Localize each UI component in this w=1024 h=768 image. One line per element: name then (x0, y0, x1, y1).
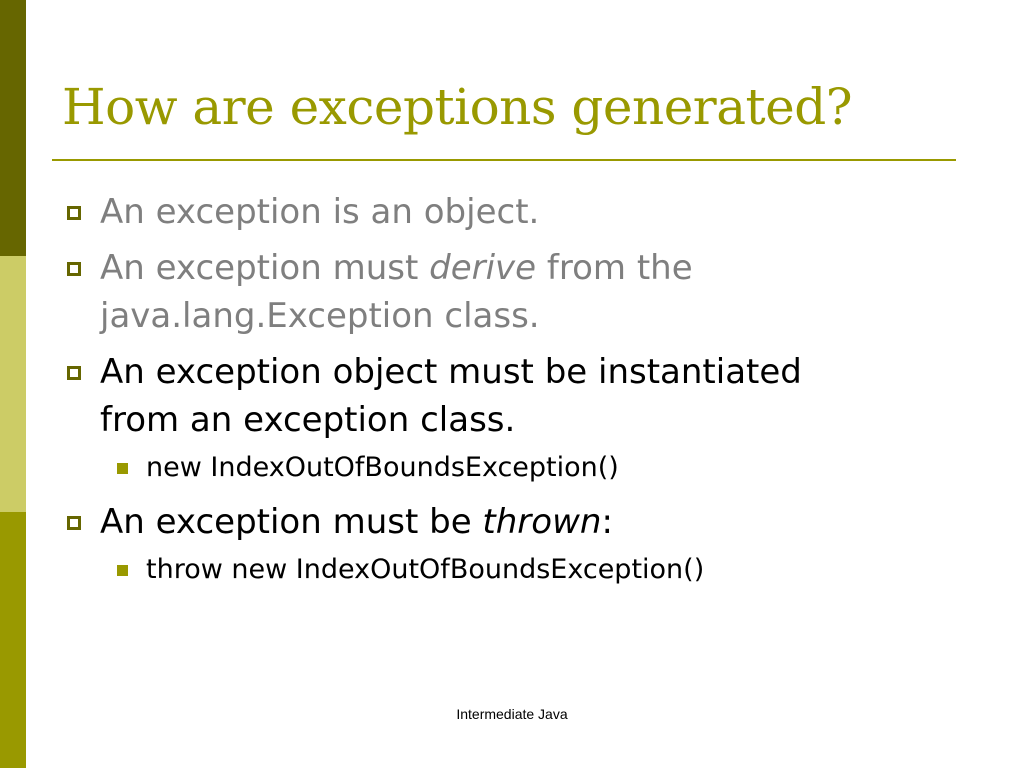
sub-bullet-item (146, 550, 1006, 590)
bullet-item (100, 498, 960, 546)
bullet-item (100, 244, 960, 340)
sub-bullet-item (146, 448, 1006, 488)
bullet-item (100, 348, 960, 444)
bullet-text-part: An exception must (100, 248, 430, 288)
bullet-text-line2: java.lang.Exception class. (100, 296, 540, 336)
hollow-square-bullet-icon (67, 516, 81, 530)
side-bar-bottom (0, 512, 26, 768)
filled-square-bullet-icon (117, 565, 128, 576)
sub-bullet-text: throw new IndexOutOfBoundsException() (146, 554, 705, 585)
bullet-emphasis: derive (429, 248, 537, 288)
hollow-square-bullet-icon (67, 206, 81, 220)
title-divider (52, 159, 956, 161)
side-bar-top (0, 0, 26, 256)
bullet-text (100, 248, 693, 288)
bullet-text-part: An exception must be (100, 502, 483, 542)
sub-bullet-text: new IndexOutOfBoundsException() (146, 452, 619, 483)
bullet-text-part: : (601, 502, 613, 542)
bullet-text: An exception is an object. (100, 192, 540, 232)
hollow-square-bullet-icon (67, 366, 81, 380)
hollow-square-bullet-icon (67, 262, 81, 276)
bullet-text (100, 502, 613, 542)
side-bar-middle (0, 256, 26, 512)
slide-footer: Intermediate Java (456, 706, 568, 722)
bullet-emphasis: thrown (482, 502, 602, 542)
filled-square-bullet-icon (117, 463, 128, 474)
bullet-text-part: from the (536, 248, 693, 288)
bullet-list (100, 188, 960, 600)
bullet-text: An exception object must be instantiated (100, 352, 802, 392)
bullet-item (100, 188, 960, 236)
slide-title: How are exceptions generated? (62, 78, 853, 136)
bullet-text-line2: from an exception class. (100, 400, 516, 440)
